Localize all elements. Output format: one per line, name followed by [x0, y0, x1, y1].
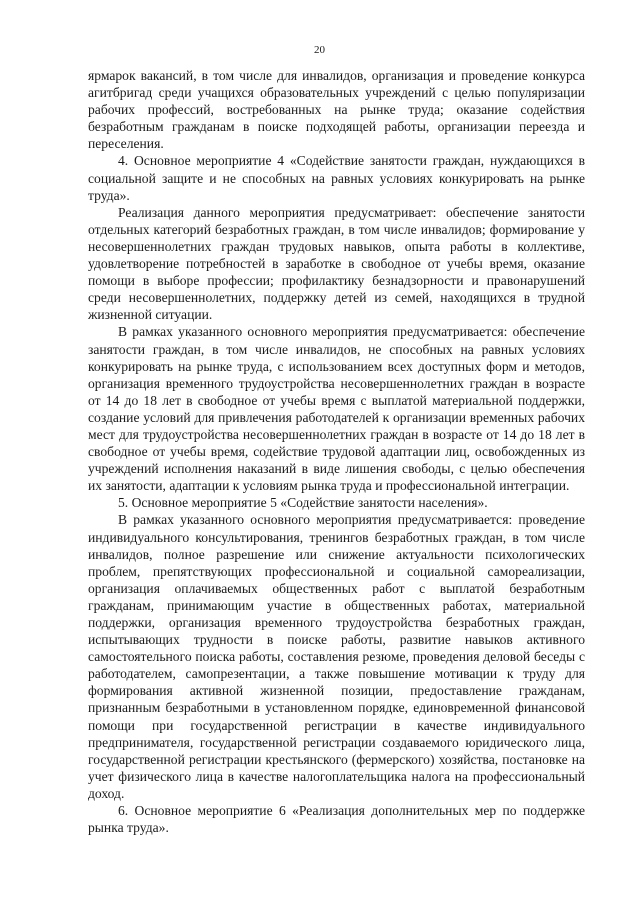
paragraph-7: 6. Основное мероприятие 6 «Реализация дополнительных мер по поддержке рынка труда».	[88, 803, 585, 836]
paragraph-6: В рамках указанного основного мероприятия предусматривается: проведение индивидуального консультирования, тренингов безработных граждан, в том числе инвалидов, полное разрешение или снижение актуальности психологических проблем, препятствующих профессиональной и социальной самореализации, организация оплачиваемых общественных работ с выплатой безработным гражданам, принимающим участие в общественных работах, материальной поддержки, организация временного трудоустройства безработных граждан, испытывающих трудности в поиске работы, развитие навыков активного самостоятельного поиска работы, составления резюме, проведения деловой беседы с работодателем, самопрезентации, а также повышение мотивации к труду для формирования активной жизненной позиции, предоставление гражданам, признанным безработными в установленном порядке, единовременной финансовой помощи при государственной регистрации в качестве индивидуального предпринимателя, государственной регистрации создаваемого юридического лица, государственной регистрации крестьянского (фермерского) хозяйства, постановке на учет физического лица в качестве налогоплательщика налога на профессиональный доход.	[88, 512, 585, 801]
paragraph-4: В рамках указанного основного мероприятия предусматривается: обеспечение занятости граждан, в том числе инвалидов, не способных на равных условиях конкурировать на рынке труда, с использованием всех доступных форм и методов, организация временного трудоустройства несовершеннолетних граждан в возрасте от 14 до 18 лет в свободное от учебы время с выплатой материальной поддержки, создание условий для привлечения работодателей к организации временных рабочих мест для трудоустройства несовершеннолетних граждан в возрасте от 14 до 18 лет в свободное от учебы время, содействие трудовой адаптации лиц, освобожденных из учреждений исполнения наказаний в виде лишения свободы, с целью обеспечения их занятости, адаптации к условиям рынка труда и профессиональной интеграции.	[88, 324, 585, 494]
paragraph-5: 5. Основное мероприятие 5 «Содействие занятости населения».	[118, 495, 488, 511]
paragraph-3: Реализация данного мероприятия предусматривает: обеспечение занятости отдельных категорий безработных граждан, в том числе инвалидов; формирование у несовершеннолетних граждан трудовых навыков, опыта работы в коллективе, удовлетворение потребностей в заработке в свободное от учебы время, оказание помощи в выборе профессии; профилактику безнадзорности и правонарушений среди несовершеннолетних, поддержку детей из семей, находящихся в трудной жизненной ситуации.	[88, 204, 585, 323]
paragraph-1: ярмарок вакансий, в том числе для инвалидов, организация и проведение конкурса агитбригад среди учащихся образовательных учреждений с целью популяризации рабочих профессий, востребованных на рынке труда; оказание содействия безработным гражданам в поиске подходящей работы, организации переезда и переселения.	[88, 68, 585, 152]
paragraph-2: 4. Основное мероприятие 4 «Содействие занятости граждан, нуждающихся в социальной защите и не способных на равных условиях конкурировать на рынке труда».	[88, 153, 585, 203]
document-body	[88, 67, 585, 836]
page-number: 20	[314, 44, 325, 56]
